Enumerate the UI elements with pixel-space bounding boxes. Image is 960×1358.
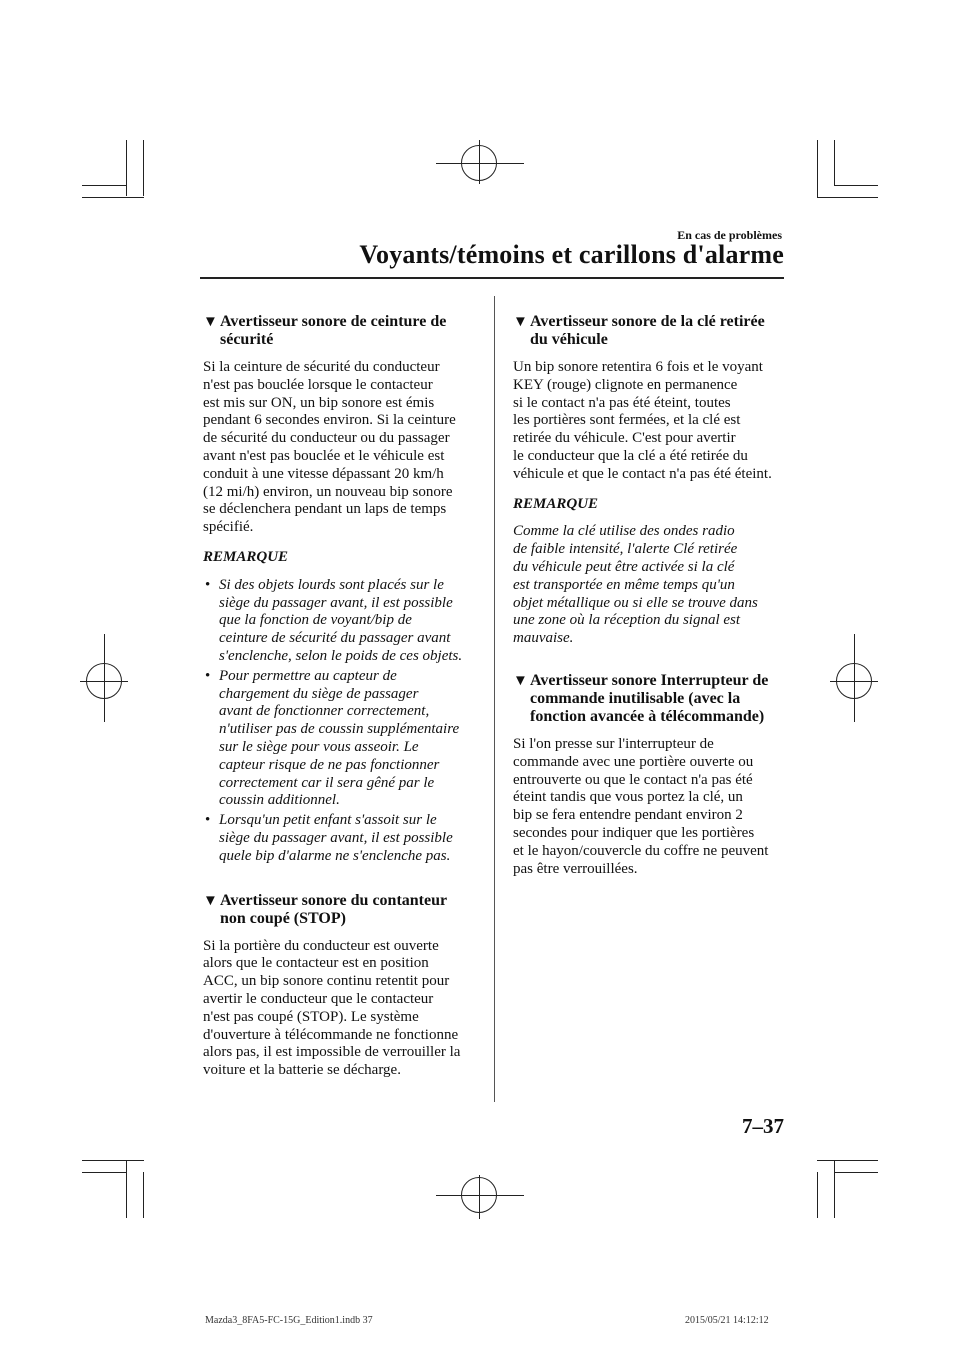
crop-mark (817, 140, 818, 198)
body-line: avant n'est pas bouclée et le véhicule est (203, 447, 445, 464)
section-body (513, 359, 791, 484)
body-line: les portières sont fermées, et la clé est (513, 412, 741, 429)
note-line: siège du passager avant, il est possible (219, 829, 453, 846)
note-line: siège du passager avant, il est possible (219, 594, 453, 611)
triangle-marker-icon: ▼ (513, 672, 528, 689)
title-line: commande inutilisable (avec la (530, 689, 741, 707)
body-line: bip se fera entendre pendant environ 2 (513, 807, 743, 824)
crop-mark (82, 185, 126, 186)
registration-line (479, 1175, 480, 1219)
body-line: KEY (rouge) clignote en permanence (513, 376, 738, 393)
note-line: ceinture de sécurité du passager avant (219, 630, 451, 647)
body-line: retirée du véhicule. C'est pour avertir (513, 430, 736, 447)
note-line: mauvaise. (513, 630, 574, 647)
body-line: voiture et la batterie se décharge. (203, 1062, 401, 1079)
body-line: alors que le contacteur est en position (203, 955, 429, 972)
section-title (513, 313, 791, 349)
registration-line (479, 140, 480, 184)
note-line: coussin additionnel. (219, 792, 340, 809)
body-line: Si la portière du conducteur est ouverte (203, 937, 439, 954)
page-number: 7–37 (742, 1114, 784, 1138)
body-line: avertir le conducteur que le contacteur (203, 990, 434, 1007)
crop-mark (834, 1160, 835, 1218)
title-line: Avertisseur sonore Interrupteur de (530, 671, 769, 689)
note-list (203, 577, 483, 866)
body-line: commande avec une portière ouverte ou (513, 753, 754, 770)
bullet-icon: • (205, 812, 211, 829)
footer-timestamp: 2015/05/21 14:12:12 (685, 1315, 769, 1326)
note-line: n'utiliser pas de coussin supplémentaire (219, 721, 460, 738)
title-line: Avertisseur sonore du contanteur (220, 891, 448, 909)
crop-mark (82, 197, 144, 198)
section-title (513, 672, 791, 726)
title-line: Avertisseur sonore de la clé retirée (530, 313, 765, 330)
registration-line (104, 634, 105, 722)
crop-mark (126, 1160, 127, 1218)
title-line: Avertisseur sonore de ceinture de (220, 313, 447, 330)
registration-line (436, 163, 524, 164)
footer-filename: Mazda3_8FA5-FC-15G_Edition1.indb 37 (205, 1315, 373, 1326)
body-line: le conducteur que la clé a été retirée du (513, 447, 748, 464)
section-key-removed-alarm (513, 313, 791, 648)
section-body (203, 938, 483, 1080)
body-line: pas être verrouillées. (513, 860, 638, 877)
body-line: d'ouverture à télécommande ne fonctionne (203, 1026, 459, 1043)
note-line: correctement car il sera gêné par le (219, 774, 435, 791)
crop-mark (817, 197, 878, 198)
body-line: se déclenchera pendant un laps de temps (203, 501, 447, 518)
body-line: alors pas, il est impossible de verrouiller la (203, 1044, 461, 1061)
crop-mark (834, 185, 878, 186)
note-line: sur le siège pour vous asseoir. Le (219, 738, 419, 755)
body-line: si le contact n'a pas été éteint, toutes (513, 394, 731, 411)
section-body (513, 736, 791, 878)
section-request-switch-alarm (513, 672, 791, 878)
body-line: conduit à une vitesse dépassant 20 km/h (203, 465, 444, 482)
section-body (203, 359, 483, 537)
column-divider (494, 296, 495, 1102)
note-line: chargement du siège de passager (219, 685, 419, 702)
note-line: du véhicule peut être activée si la clé (513, 558, 735, 575)
body-line: secondes pour indiquer que les portières (513, 824, 755, 841)
body-line: Si l'on presse sur l'interrupteur de (513, 735, 714, 752)
body-line: véhicule et que le contact n'a pas été éteint. (513, 465, 772, 482)
body-line: spécifié. (203, 519, 254, 536)
note-line: Pour permettre au capteur de (219, 667, 397, 684)
body-line: (12 mi/h) environ, un nouveau bip sonore (203, 483, 453, 500)
note-line: de faible intensité, l'alerte Clé retirée (513, 541, 738, 558)
note-line: Comme la clé utilise des ondes radio (513, 523, 735, 540)
crop-mark (143, 140, 144, 196)
crop-mark (834, 1172, 878, 1173)
note-line: est transportée en même temps qu'un (513, 576, 735, 593)
crop-mark (126, 140, 127, 196)
registration-line (854, 634, 855, 722)
body-line: ACC, un bip sonore continu retentit pour (203, 973, 450, 990)
title-line: non coupé (STOP) (220, 909, 346, 927)
note-bullet (203, 812, 483, 865)
note-line: s'enclenche, selon le poids de ces objets. (219, 647, 463, 664)
title-line: fonction avancée à télécommande) (530, 707, 765, 725)
section-label: En cas de problèmes (677, 228, 782, 242)
note-line: avant de fonctionner correctement, (219, 703, 430, 720)
left-column (203, 313, 483, 1102)
bullet-icon: • (205, 667, 211, 684)
note-heading: REMARQUE (513, 495, 599, 512)
section-seatbelt-alarm (203, 313, 483, 866)
note-bullet (203, 577, 483, 666)
crop-mark (817, 1172, 818, 1218)
note-bullet (203, 668, 483, 810)
registration-line (436, 1195, 524, 1196)
triangle-marker-icon: ▼ (513, 314, 528, 330)
note-line: capteur risque de ne pas fonctionner (219, 756, 440, 773)
crop-mark (82, 1172, 126, 1173)
note-line: que la fonction de voyant/bip de (219, 612, 412, 629)
body-line: entrouverte ou que le contact n'a pas été (513, 771, 753, 788)
body-line: et le hayon/couvercle du coffre ne peuvent (513, 842, 769, 859)
body-line: n'est pas coupé (STOP). Le système (203, 1008, 419, 1025)
right-column (513, 313, 791, 900)
note-text (513, 523, 791, 648)
title-line: du véhicule (530, 331, 608, 348)
note-line: quele bip d'alarme ne s'enclenche pas. (219, 847, 451, 864)
triangle-marker-icon: ▼ (203, 314, 218, 330)
body-line: est mis sur ON, un bip sonore est émis (203, 394, 435, 411)
body-line: pendant 6 secondes environ. Si la ceinture (203, 412, 456, 429)
body-line: Un bip sonore retentira 6 fois et le voyant (513, 359, 763, 375)
body-line: n'est pas bouclée lorsque le contacteur (203, 376, 433, 393)
title-line: sécurité (220, 331, 274, 348)
crop-mark (143, 1172, 144, 1218)
crop-mark (82, 1160, 144, 1161)
note-line: une zone où la réception du signal est (513, 612, 741, 629)
note-line: objet métallique ou si elle se trouve dans (513, 594, 758, 611)
note-line: Si des objets lourds sont placés sur le (219, 576, 444, 593)
body-line: Si la ceinture de sécurité du conducteur (203, 359, 440, 375)
section-title (203, 313, 483, 349)
note-heading: REMARQUE (203, 548, 289, 565)
bullet-icon: • (205, 576, 211, 593)
note-line: Lorsqu'un petit enfant s'assoit sur le (219, 812, 437, 829)
section-ignition-not-off-alarm (203, 892, 483, 1080)
page-title: Voyants/témoins et carillons d'alarme (359, 240, 784, 269)
body-line: éteint tandis que vous portez la clé, un (513, 789, 743, 806)
section-title (203, 892, 483, 928)
header-rule (200, 277, 784, 279)
crop-mark (817, 1160, 878, 1161)
triangle-marker-icon: ▼ (203, 892, 218, 909)
body-line: de sécurité du conducteur ou du passager (203, 430, 450, 447)
crop-mark (834, 140, 835, 186)
